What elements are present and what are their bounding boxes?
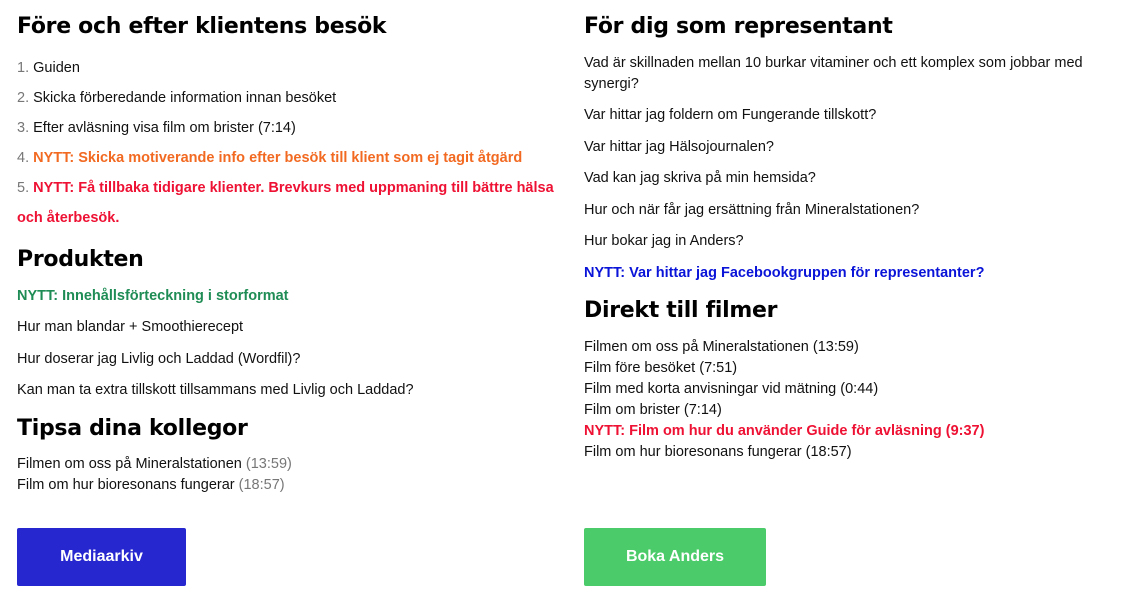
- boka-anders-button[interactable]: Boka Anders: [584, 528, 766, 586]
- visit-item-label: NYTT: Skicka motiverande info efter besök till klient som ej tagit åtgärd: [33, 150, 523, 166]
- tips-link-time: (18:57): [238, 477, 285, 493]
- rep-link-journal[interactable]: Var hittar jag Hälsojournalen?: [584, 139, 774, 155]
- visit-item-number: 5.: [17, 180, 30, 196]
- rep-link-website[interactable]: Vad kan jag skriva på min hemsida?: [584, 170, 816, 186]
- rep-link-vitamins-continued[interactable]: synergi?: [584, 76, 639, 92]
- tips-link-film-1[interactable]: [17, 456, 292, 473]
- visit-item-number: 2.: [17, 90, 30, 106]
- visit-item-2[interactable]: [17, 90, 336, 107]
- product-link-dosage[interactable]: Hur doserar jag Livlig och Laddad (Wordfil)?: [17, 351, 301, 367]
- rep-link-payment[interactable]: Hur och när får jag ersättning från Mineralstationen?: [584, 202, 920, 218]
- rep-link-folder[interactable]: Var hittar jag foldern om Fungerande tillskott?: [584, 107, 877, 123]
- film-link-before-visit[interactable]: Film före besöket (7:51): [584, 360, 738, 376]
- product-heading: Produkten: [17, 247, 144, 272]
- visit-item-label: Guiden: [33, 60, 80, 76]
- product-link-extra[interactable]: Kan man ta extra tillskott tillsammans med Livlig och Laddad?: [17, 382, 414, 398]
- visit-item-5-continued[interactable]: och återbesök.: [17, 210, 120, 226]
- rep-heading: För dig som representant: [584, 14, 893, 39]
- visit-item-label: NYTT: Få tillbaka tidigare klienter. Brevkurs med uppmaning till bättre hälsa: [33, 180, 554, 196]
- visit-item-number: 1.: [17, 60, 30, 76]
- film-link-about-us[interactable]: Filmen om oss på Mineralstationen (13:59): [584, 339, 859, 355]
- visit-item-label: Skicka förberedande information innan besöket: [33, 90, 337, 106]
- rep-link-vitamins[interactable]: Vad är skillnaden mellan 10 burkar vitaminer och ett komplex som jobbar med: [584, 55, 1083, 71]
- tips-link-label: Filmen om oss på Mineralstationen: [17, 456, 242, 472]
- visit-item-number: 3.: [17, 120, 30, 136]
- visit-item-4[interactable]: [17, 150, 522, 167]
- films-heading: Direkt till filmer: [584, 298, 778, 323]
- film-link-bioresonance[interactable]: Film om hur bioresonans fungerar (18:57): [584, 444, 852, 460]
- tips-link-label: Film om hur bioresonans fungerar: [17, 477, 235, 493]
- mediaarkiv-button[interactable]: Mediaarkiv: [17, 528, 186, 586]
- product-link-contents[interactable]: NYTT: Innehållsförteckning i storformat: [17, 288, 289, 304]
- product-link-recipes[interactable]: Hur man blandar + Smoothierecept: [17, 319, 244, 335]
- film-link-deficiencies[interactable]: Film om brister (7:14): [584, 402, 722, 418]
- tips-link-time: (13:59): [245, 456, 292, 472]
- visit-item-number: 4.: [17, 150, 30, 166]
- visit-item-5[interactable]: [17, 180, 554, 197]
- visit-heading: Före och efter klientens besök: [17, 14, 387, 39]
- visit-item-1[interactable]: [17, 60, 80, 77]
- film-link-measurement[interactable]: Film med korta anvisningar vid mätning (0:44): [584, 381, 879, 397]
- film-link-guide[interactable]: NYTT: Film om hur du använder Guide för avläsning (9:37): [584, 423, 985, 439]
- rep-link-booking[interactable]: Hur bokar jag in Anders?: [584, 233, 744, 249]
- rep-link-facebook[interactable]: NYTT: Var hittar jag Facebookgruppen för representanter?: [584, 265, 985, 281]
- visit-item-label: Efter avläsning visa film om brister (7:14): [33, 120, 296, 136]
- tips-link-film-2[interactable]: [17, 477, 285, 494]
- tips-heading: Tipsa dina kollegor: [17, 416, 248, 441]
- visit-item-3[interactable]: [17, 120, 296, 137]
